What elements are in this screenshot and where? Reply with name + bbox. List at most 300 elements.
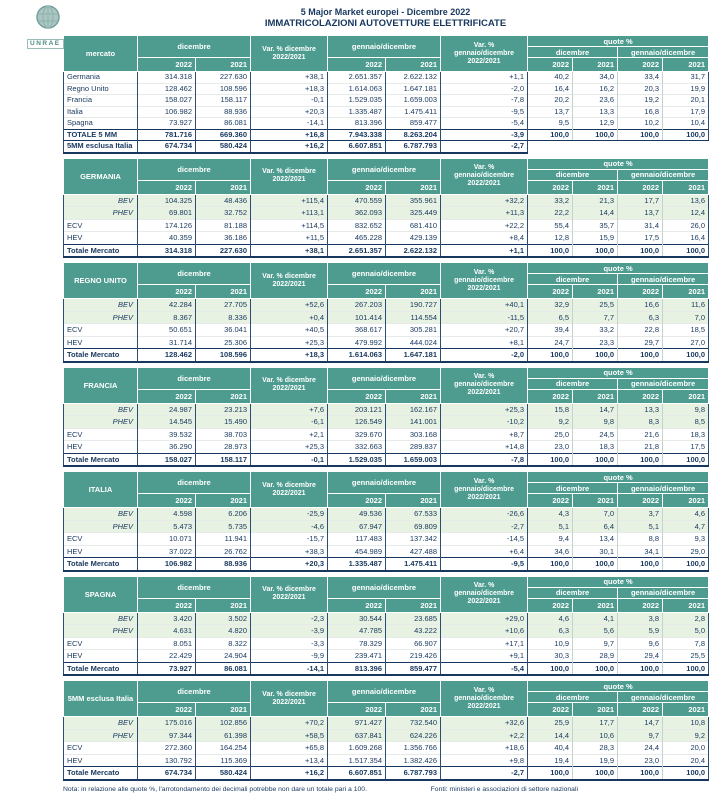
cell: 17,9 [663, 106, 709, 118]
cell: 27.705 [196, 299, 251, 312]
year-header: 2022 [138, 180, 196, 194]
quote-sub-dicembre: dicembre [528, 169, 618, 180]
cell: 100,0 [573, 349, 618, 362]
cell: 114.554 [386, 311, 441, 324]
var-label-line: 2022/2021 [467, 389, 501, 396]
cell: 13,4 [573, 533, 618, 546]
cell: +65,8 [251, 742, 328, 755]
year-header: 2022 [528, 58, 573, 72]
cell: 16,6 [618, 299, 663, 312]
cell: 106.982 [138, 558, 196, 571]
cell: 18,3 [573, 441, 618, 454]
cell: 227.630 [196, 244, 251, 257]
col-group-dicembre: dicembre [138, 472, 251, 494]
cell: 10,4 [663, 118, 709, 130]
cell: +10,6 [441, 625, 528, 638]
cell: 4.598 [138, 508, 196, 521]
cell: 66.907 [386, 637, 441, 650]
cell: 4.820 [196, 625, 251, 638]
cell: +52,6 [251, 299, 328, 312]
cell: 13,3 [573, 106, 618, 118]
table-row [64, 545, 709, 558]
col-var-gennaio-dicembre [441, 472, 528, 508]
cell: 88.936 [196, 106, 251, 118]
cell: 100,0 [573, 129, 618, 141]
var-label-line: gennaio/dicembre [454, 49, 514, 57]
cell: +18,6 [441, 742, 528, 755]
cell: 17,7 [573, 717, 618, 730]
cell: 1.475.411 [386, 106, 441, 118]
cell: 3.420 [138, 612, 196, 625]
cell: 20,4 [663, 754, 709, 767]
cell: 19,9 [573, 754, 618, 767]
report-title: IMMATRICOLAZIONI AUTOVETTURE ELETTRIFICATE [264, 18, 507, 29]
cell: 25,5 [663, 650, 709, 663]
cell: 88.936 [196, 558, 251, 571]
table-row [64, 662, 709, 675]
cell: +11,5 [251, 232, 328, 245]
cell: 19,9 [663, 83, 709, 95]
cell: 5.473 [138, 520, 196, 533]
cell: -5,4 [441, 662, 528, 675]
row-label: Totale Mercato [64, 349, 138, 362]
col-var-dicembre [251, 158, 328, 194]
row-label: HEV [64, 336, 138, 349]
var-label-line: Var. % dicembre [262, 481, 316, 489]
col-var-gennaio-dicembre [441, 158, 528, 194]
cell [663, 141, 709, 153]
table-row [64, 650, 709, 663]
cell: 13,7 [528, 106, 573, 118]
cell: 6,5 [528, 311, 573, 324]
row-label: PHEV [64, 416, 138, 429]
var-label-line: gennaio/dicembre [454, 590, 514, 597]
quote-sub-dicembre: dicembre [528, 587, 618, 598]
year-header: 2021 [386, 285, 441, 299]
cell: 1.614.063 [328, 83, 386, 95]
footer-fonti: Fonti: ministeri e associazioni di settore nazionali [430, 785, 578, 793]
table-row [64, 324, 709, 337]
cell: -7,8 [441, 453, 528, 466]
cell: 100,0 [528, 767, 573, 780]
year-header: 2021 [573, 285, 618, 299]
row-label: BEV [64, 403, 138, 416]
year-header: 2022 [328, 285, 386, 299]
year-header: 2022 [528, 494, 573, 508]
year-header: 2022 [618, 703, 663, 717]
quote-sub-gennaio: gennaio/dicembre [618, 378, 709, 389]
report-subtitle: 5 Major Market europei - Dicembre 2022 [300, 7, 471, 17]
cell: 6,3 [618, 311, 663, 324]
table-head [64, 367, 709, 403]
cell: 16,4 [528, 83, 573, 95]
cell: 17,5 [618, 232, 663, 245]
cell: 175.016 [138, 717, 196, 730]
cell: 1.517.354 [328, 754, 386, 767]
cell: 14,7 [573, 403, 618, 416]
table-row [64, 219, 709, 232]
cell: 100,0 [573, 558, 618, 571]
table-head [64, 158, 709, 194]
col-group-quote: quote % [528, 36, 709, 47]
cell: 26.762 [196, 545, 251, 558]
table-row [64, 72, 709, 84]
table-title: ITALIA [64, 472, 138, 508]
cell: 21,8 [618, 441, 663, 454]
quote-sub-gennaio: gennaio/dicembre [618, 483, 709, 494]
cell: 36.290 [138, 441, 196, 454]
var-label-line: 2022/2021 [467, 180, 501, 187]
col-group-dicembre: dicembre [138, 263, 251, 285]
table-row [64, 106, 709, 118]
row-label: TOTALE 5 MM [64, 129, 138, 141]
cell: 49.536 [328, 508, 386, 521]
table-spagna [63, 576, 709, 677]
cell: 100,0 [528, 453, 573, 466]
table-row [64, 625, 709, 638]
cell: 86.081 [196, 118, 251, 130]
cell: 2.651.357 [328, 72, 386, 84]
var-label-line: gennaio/dicembre [454, 381, 514, 388]
cell: 10,6 [573, 729, 618, 742]
cell: 100,0 [663, 453, 709, 466]
row-label: Regno Unito [64, 83, 138, 95]
row-label: ECV [64, 637, 138, 650]
var-label-line: gennaio/dicembre [454, 276, 514, 284]
cell: +32,6 [441, 717, 528, 730]
cell: 8.263.204 [386, 129, 441, 141]
cell: 39,4 [528, 324, 573, 337]
cell: 15,9 [573, 232, 618, 245]
cell: 50.651 [138, 324, 196, 337]
cell: 100,0 [618, 244, 663, 257]
cell: 637.841 [328, 729, 386, 742]
row-label: HEV [64, 545, 138, 558]
row-label: BEV [64, 508, 138, 521]
table-head [64, 576, 709, 612]
year-header: 2021 [196, 598, 251, 612]
cell: 100,0 [528, 349, 573, 362]
cell: 305.281 [386, 324, 441, 337]
table-body [64, 299, 709, 362]
cell: +8,4 [441, 232, 528, 245]
year-header: 2021 [386, 598, 441, 612]
table-head [64, 36, 709, 72]
cell: 4,3 [528, 508, 573, 521]
cell: +70,2 [251, 717, 328, 730]
cell: +25,3 [441, 403, 528, 416]
cell: 29,4 [618, 650, 663, 663]
quote-sub-dicembre: dicembre [528, 692, 618, 703]
year-header: 2022 [328, 58, 386, 72]
table-row [64, 83, 709, 95]
cell: 20,0 [663, 742, 709, 755]
year-header: 2022 [138, 58, 196, 72]
cell [573, 141, 618, 153]
cell: 10.071 [138, 533, 196, 546]
cell: 8,3 [618, 416, 663, 429]
row-label: Totale Mercato [64, 662, 138, 675]
cell: 100,0 [618, 662, 663, 675]
table-title: mercato [64, 36, 138, 72]
cell: 69.801 [138, 207, 196, 220]
cell: 2,8 [663, 612, 709, 625]
cell: 8,8 [618, 533, 663, 546]
cell: -2,3 [251, 612, 328, 625]
cell: 674.734 [138, 141, 196, 153]
cell: 11.941 [196, 533, 251, 546]
cell: 20,3 [618, 83, 663, 95]
var-label-line: Var. % [473, 41, 495, 49]
table-head [64, 472, 709, 508]
table-row [64, 520, 709, 533]
cell: 314.318 [138, 244, 196, 257]
year-header: 2021 [663, 598, 709, 612]
cell: 429.139 [386, 232, 441, 245]
cell: 86.081 [196, 662, 251, 675]
cell: 47.785 [328, 625, 386, 638]
cell: -26,6 [441, 508, 528, 521]
cell: 227.630 [196, 72, 251, 84]
year-header: 2021 [386, 703, 441, 717]
row-label: Totale Mercato [64, 767, 138, 780]
year-header: 2022 [138, 285, 196, 299]
cell: 43.222 [386, 625, 441, 638]
table-row [64, 441, 709, 454]
cell: 17,5 [663, 441, 709, 454]
cell: 368.617 [328, 324, 386, 337]
cell: 16,8 [618, 106, 663, 118]
cell: 22,8 [618, 324, 663, 337]
cell: 1.659.003 [386, 95, 441, 107]
cell: 7,0 [573, 508, 618, 521]
cell: 1.659.003 [386, 453, 441, 466]
cell: +22,2 [441, 219, 528, 232]
row-label: HEV [64, 754, 138, 767]
cell: 25,0 [528, 428, 573, 441]
cell: +38,1 [251, 72, 328, 84]
year-header: 2021 [663, 494, 709, 508]
cell: 35,7 [573, 219, 618, 232]
var-label-line: Var. % [473, 164, 495, 171]
col-group-gennaio-dicembre: gennaio/dicembre [328, 472, 441, 494]
cell: 9,7 [618, 729, 663, 742]
cell: +14,8 [441, 441, 528, 454]
cell: 303.168 [386, 428, 441, 441]
cell: 13,6 [663, 194, 709, 207]
cell: 8.322 [196, 637, 251, 650]
cell: 100,0 [573, 662, 618, 675]
cell: 971.427 [328, 717, 386, 730]
table-title: FRANCIA [64, 367, 138, 403]
cell: -2,7 [441, 520, 528, 533]
cell: 14,4 [573, 207, 618, 220]
cell: 23.213 [196, 403, 251, 416]
year-header: 2021 [573, 598, 618, 612]
col-var-gennaio-dicembre [441, 576, 528, 612]
cell: 5,1 [618, 520, 663, 533]
cell: 1.647.181 [386, 83, 441, 95]
year-header: 2022 [138, 703, 196, 717]
cell: +25,3 [251, 441, 328, 454]
cell: 9,8 [663, 403, 709, 416]
cell: 36.186 [196, 232, 251, 245]
var-label-line: Var. % [473, 582, 495, 589]
cell: +20,3 [251, 106, 328, 118]
cell: -10,2 [441, 416, 528, 429]
cell: +11,3 [441, 207, 528, 220]
cell: +40,5 [251, 324, 328, 337]
table-row [64, 508, 709, 521]
cell: 24,5 [573, 428, 618, 441]
cell: -6,1 [251, 416, 328, 429]
cell: 314.318 [138, 72, 196, 84]
cell: -7,8 [441, 95, 528, 107]
cell: 6.787.793 [386, 141, 441, 153]
cell: +9,1 [441, 650, 528, 663]
var-label-line: 2022/2021 [272, 385, 306, 392]
col-group-dicembre: dicembre [138, 681, 251, 703]
year-header: 2022 [528, 389, 573, 403]
cell: 325.449 [386, 207, 441, 220]
year-header: 2022 [328, 389, 386, 403]
cell: 61.398 [196, 729, 251, 742]
cell: 669.360 [196, 129, 251, 141]
cell: +2,1 [251, 428, 328, 441]
col-group-gennaio-dicembre: gennaio/dicembre [328, 263, 441, 285]
cell: 100,0 [618, 558, 663, 571]
cell: 9,2 [528, 416, 573, 429]
cell: 23,3 [573, 336, 618, 349]
cell: 108.596 [196, 349, 251, 362]
table-body [64, 194, 709, 257]
cell: 30,1 [573, 545, 618, 558]
cell: 454.989 [328, 545, 386, 558]
cell: -15,7 [251, 533, 328, 546]
cell: +38,3 [251, 545, 328, 558]
table-title: GERMANIA [64, 158, 138, 194]
year-header: 2022 [528, 180, 573, 194]
col-group-gennaio-dicembre: gennaio/dicembre [328, 158, 441, 180]
cell: 40.359 [138, 232, 196, 245]
cell: 162.167 [386, 403, 441, 416]
table-row [64, 754, 709, 767]
cell: 32.752 [196, 207, 251, 220]
cell: +16,2 [251, 141, 328, 153]
cell: 20,2 [528, 95, 573, 107]
col-group-quote: quote % [528, 367, 709, 378]
cell: 23,0 [618, 754, 663, 767]
cell: 6.787.793 [386, 767, 441, 780]
cell: -2,7 [441, 767, 528, 780]
col-var-gennaio-dicembre [441, 36, 528, 72]
cell: 97.344 [138, 729, 196, 742]
cell: 115.369 [196, 754, 251, 767]
year-header: 2022 [618, 285, 663, 299]
cell: -2,0 [441, 83, 528, 95]
cell: +32,2 [441, 194, 528, 207]
cell: 73.927 [138, 662, 196, 675]
cell: 10,8 [663, 717, 709, 730]
quote-sub-gennaio: gennaio/dicembre [618, 47, 709, 58]
cell: 100,0 [573, 244, 618, 257]
var-label-line: 2022/2021 [272, 53, 306, 61]
cell: 36.041 [196, 324, 251, 337]
year-header: 2022 [528, 285, 573, 299]
year-header: 2021 [573, 703, 618, 717]
cell: 21,3 [573, 194, 618, 207]
cell: 100,0 [663, 349, 709, 362]
cell: 9,5 [528, 118, 573, 130]
var-label-line: Var. % dicembre [262, 377, 316, 384]
cell: 158.117 [196, 453, 251, 466]
row-label: HEV [64, 650, 138, 663]
row-label: PHEV [64, 625, 138, 638]
row-label: PHEV [64, 207, 138, 220]
var-label-line: 2022/2021 [272, 594, 306, 601]
row-label: ECV [64, 428, 138, 441]
globe-icon [33, 4, 63, 32]
var-label-line: gennaio/dicembre [454, 485, 514, 493]
cell: 465.228 [328, 232, 386, 245]
cell: 12,4 [663, 207, 709, 220]
cell: 174.126 [138, 219, 196, 232]
col-var-dicembre [251, 36, 328, 72]
cell: 7,8 [663, 637, 709, 650]
row-label: Totale Mercato [64, 558, 138, 571]
var-label-line: 2022/2021 [467, 702, 501, 710]
cell: 813.396 [328, 118, 386, 130]
table-row [64, 118, 709, 130]
cell: 16,2 [573, 83, 618, 95]
table-germania [63, 158, 709, 259]
var-label-line: 2022/2021 [467, 284, 501, 292]
cell: +16,8 [251, 129, 328, 141]
cell: 19,4 [528, 754, 573, 767]
cell: 3,7 [618, 508, 663, 521]
cell: 23,0 [528, 441, 573, 454]
var-label-line: 2022/2021 [272, 280, 306, 288]
cell: 101.414 [328, 311, 386, 324]
row-label: Italia [64, 106, 138, 118]
cell: -11,5 [441, 311, 528, 324]
table-row [64, 244, 709, 257]
cell: 29,7 [618, 336, 663, 349]
cell: 100,0 [528, 662, 573, 675]
cell: 100,0 [663, 558, 709, 571]
year-header: 2021 [196, 703, 251, 717]
cell: +9,8 [441, 754, 528, 767]
table-row [64, 207, 709, 220]
cell: 4,7 [663, 520, 709, 533]
table-row [64, 717, 709, 730]
var-label-line: 2022/2021 [272, 698, 306, 706]
cell: -3,9 [251, 625, 328, 638]
table-row [64, 729, 709, 742]
col-group-quote: quote % [528, 472, 709, 483]
cell: 332.663 [328, 441, 386, 454]
cell: 2.622.132 [386, 72, 441, 84]
cell: +16,2 [251, 767, 328, 780]
cell: 34,1 [618, 545, 663, 558]
year-header: 2021 [196, 180, 251, 194]
var-label-line: 2022/2021 [467, 57, 501, 65]
cell: 479.992 [328, 336, 386, 349]
col-var-dicembre [251, 576, 328, 612]
year-header: 2021 [663, 285, 709, 299]
cell: 9,6 [618, 637, 663, 650]
cell: 100,0 [618, 129, 663, 141]
